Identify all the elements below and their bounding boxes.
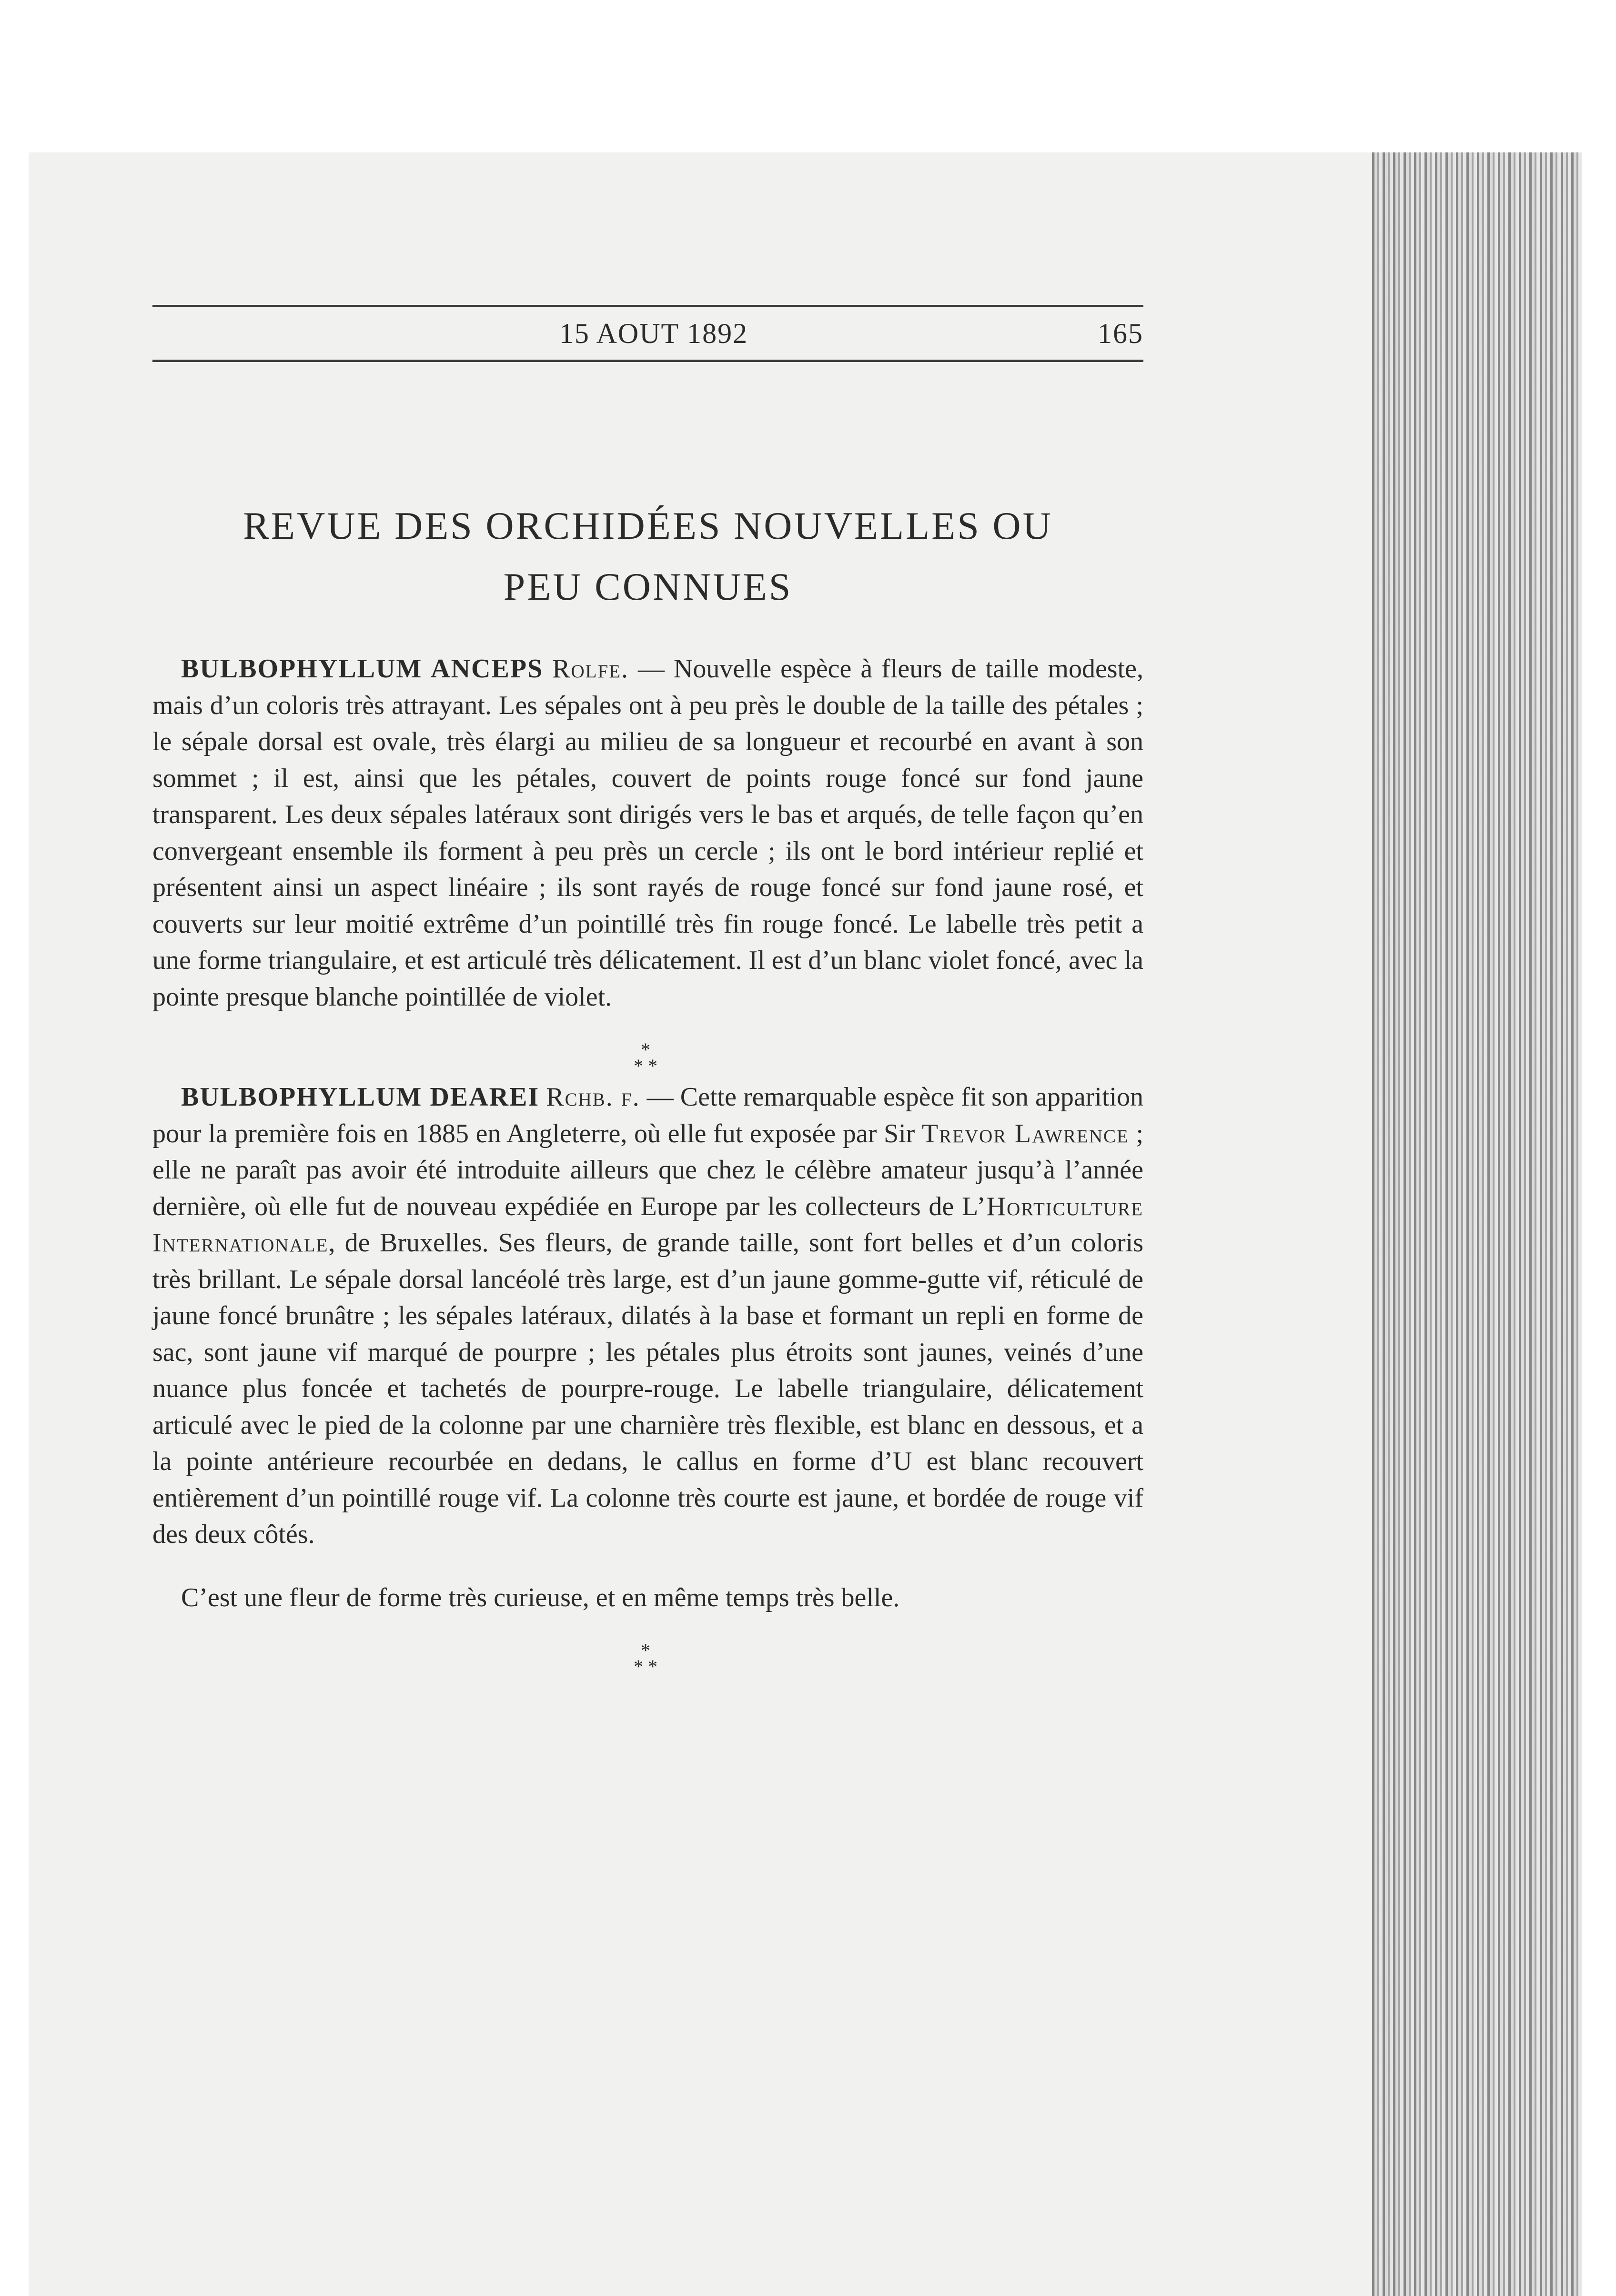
text-block (152, 305, 1143, 1680)
person-name: Trevor Lawrence (921, 1118, 1129, 1148)
asterism-divider-end (152, 1642, 1143, 1675)
entry-bulbophyllum-dearei (152, 1079, 1143, 1553)
page-number: 165 (1098, 318, 1143, 349)
closing-sentence: C’est une fleur de forme très curieuse, et en même temps très belle. (181, 1582, 900, 1612)
institution-name: L’Horticulture Internationale (152, 1191, 1143, 1258)
asterism-top: * (641, 1039, 655, 1060)
species-author: Rolfe. (552, 654, 629, 684)
species-name: BULBOPHYLLUM DEAREI (181, 1082, 540, 1112)
asterism-top: * (641, 1640, 655, 1661)
entry-text-part-1: — Cette remarquable espèce fit son apparition pour la première fois en 1885 en Angleterre, où elle fut exposée par Sir (152, 1082, 1144, 1148)
entry-bulbophyllum-anceps (152, 651, 1143, 1015)
asterism-divider (152, 1039, 1143, 1077)
asterism-bottom: ** (634, 1055, 662, 1077)
running-head (152, 307, 1143, 360)
entry-text-part-2: ; elle ne paraît pas avoir été introduite ailleurs que chez le célèbre amateur jusqu’à l’année dernière, où elle fut de nouveau expédiée en Europe par les collecteurs de (152, 1118, 1143, 1221)
species-name: BULBOPHYLLUM ANCEPS (181, 654, 544, 684)
article-title (152, 495, 1143, 617)
article-title-line-1: REVUE DES ORCHIDÉES NOUVELLES OU (243, 504, 1053, 547)
header-date: 15 AOUT 1892 (559, 318, 748, 349)
entry-text-part-3: , de Bruxelles. Ses fleurs, de grande taille, sont fort belles et d’un coloris très brillant. Le sépale dorsal lancéolé très large, est d’un jaune gomme-gutte vif, réticulé de jaune foncé brunâtre ; les sépales latéraux, dilatés à la base et formant un repli en forme de sac, sont jaune vif marqué de pourpre ; les pétales plus étroits sont jaunes, veinés d’une nuance plus foncée et tachetés de pourpre-rouge. Le labelle triangulaire, délicatement articulé avec le pied de la colonne par une charnière très flexible, est blanc en dessous, et a la pointe antérieure recourbée en dedans, le callus en forme d’U est blanc recouvert entièrement d’un pointillé rouge vif. La colonne très courte est jaune, et bordée de rouge vif des deux côtés. (152, 1228, 1143, 1549)
species-author: Rchb. f. (546, 1082, 640, 1112)
article-title-line-2: PEU CONNUES (503, 565, 793, 608)
header-bottom-rule (152, 360, 1143, 362)
entry-text: — Nouvelle espèce à fleurs de taille modeste, mais d’un coloris très attrayant. Les sépales ont à peu près le double de la taille des pétales ; le sépale dorsal est ovale, très élargi au milieu de sa longueur et recourbé en avant à son sommet ; il est, ainsi que les pétales, couvert de points rouge foncé sur fond jaune transparent. Les deux sépales latéraux sont dirigés vers le bas et arqués, de telle façon qu’en convergeant ensemble ils forment à peu près un cercle ; ils ont le bord intérieur replié et présentent ainsi un aspect linéaire ; ils sont rayés de rouge foncé sur fond jaune rosé, et couverts sur leur moitié extrême d’un pointillé très fin rouge foncé. Le labelle très petit a une forme triangulaire, et est articulé très délicatement. Il est d’un blanc violet foncé, avec la pointe presque blanche pointillée de violet. (152, 654, 1144, 1012)
book-page-edges (1372, 152, 1582, 2296)
asterism-bottom: ** (634, 1656, 662, 1677)
